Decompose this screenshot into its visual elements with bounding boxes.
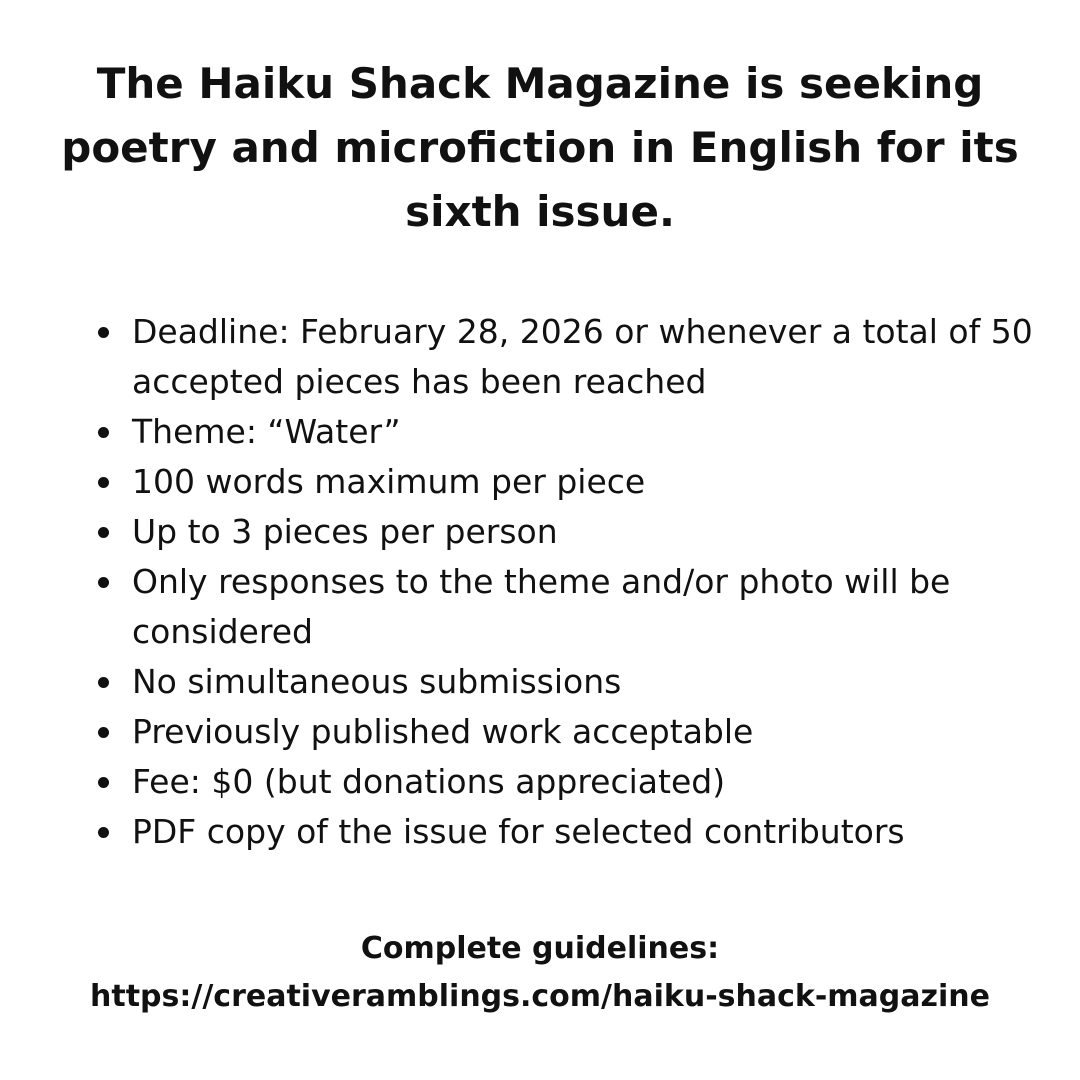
guidelines-footer	[40, 925, 1040, 1021]
detail-simultaneous-submissions: No simultaneous submissions	[98, 657, 1038, 707]
detail-fee: Fee: $0 (but donations appreciated)	[98, 757, 1038, 807]
guidelines-label: Complete guidelines:	[360, 931, 720, 966]
detail-contributor-copy: PDF copy of the issue for selected contributors	[98, 807, 1038, 857]
detail-theme: Theme: “Water”	[98, 407, 1038, 457]
submission-details-list	[98, 307, 1038, 857]
detail-previously-published: Previously published work acceptable	[98, 707, 1038, 757]
detail-response-requirement: Only responses to the theme and/or photo will be considered	[98, 557, 1038, 657]
detail-piece-limit: Up to 3 pieces per person	[98, 507, 1038, 557]
guidelines-url: https://creativeramblings.com/haiku-shack-magazine	[90, 979, 990, 1014]
headline: The Haiku Shack Magazine is seeking poetry and microfiction in English for its sixth issue.	[61, 59, 1019, 236]
detail-word-limit: 100 words maximum per piece	[98, 457, 1038, 507]
detail-deadline: Deadline: February 28, 2026 or whenever a total of 50 accepted pieces has been reached	[98, 307, 1038, 407]
